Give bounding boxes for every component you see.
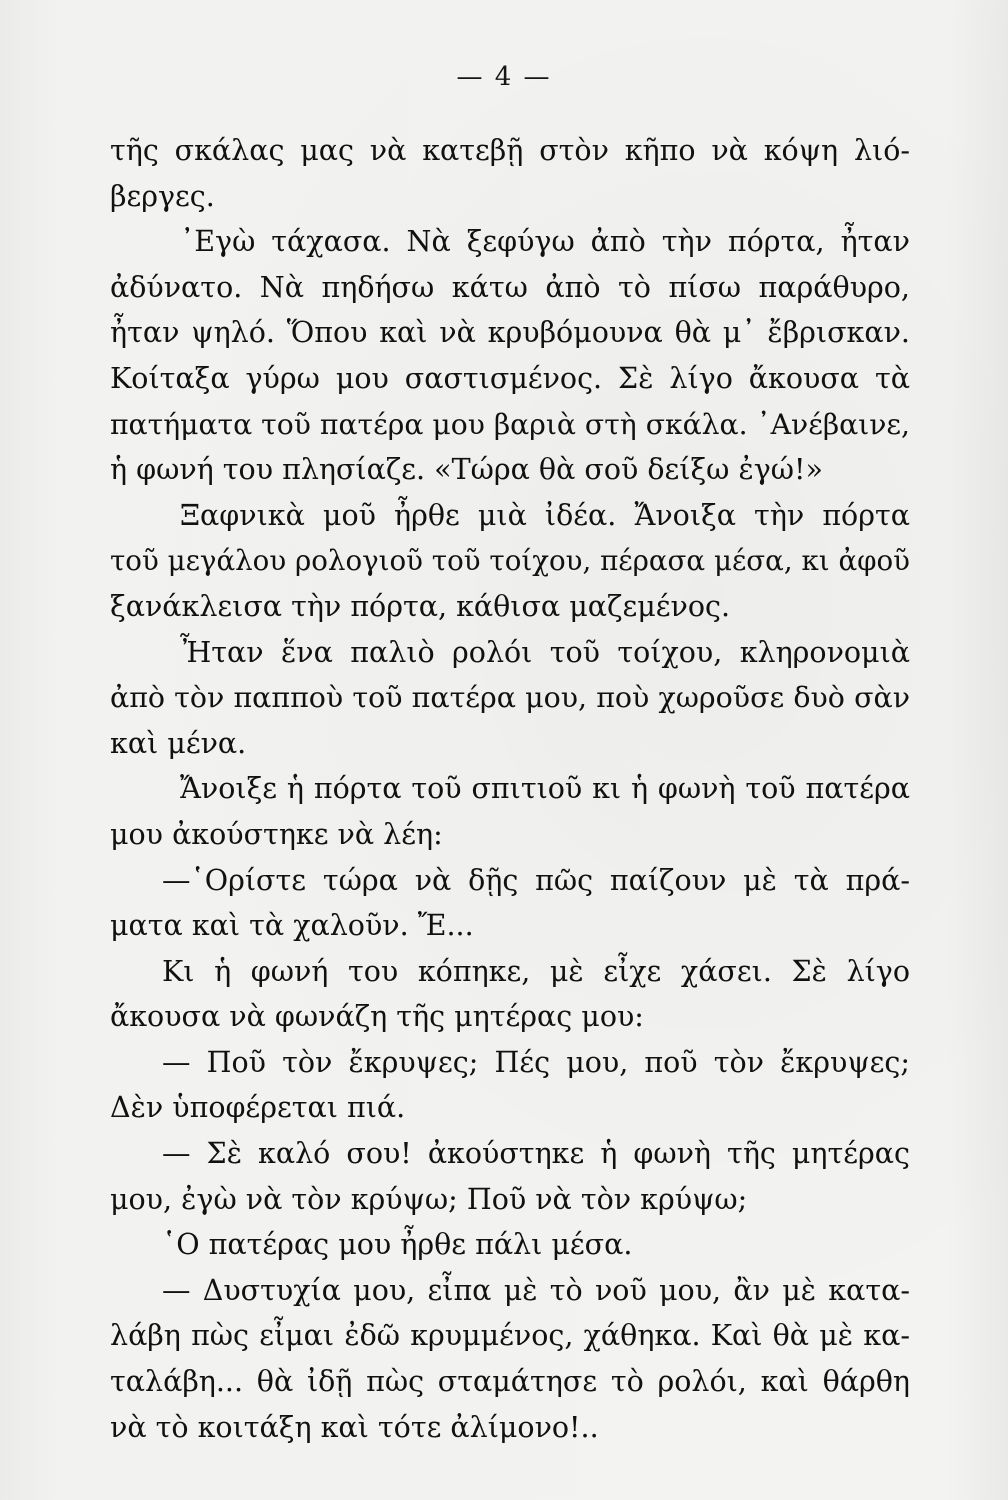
- text-line: Ἦταν ἕνα παλιὸ ρολόι τοῦ τοίχου, κληρονομιὰ: [180, 635, 910, 669]
- page-number: — 4 —: [456, 62, 552, 92]
- text-line: ἦταν ψηλό. Ὅπου καὶ νὰ κρυβόμουνα θὰ μ᾽ ἔβρισκαν.: [110, 316, 910, 350]
- text-line: ἀπὸ τὸν παπποὺ τοῦ πατέρα μου, ποὺ χωροῦσε δυὸ σὰν: [110, 681, 910, 715]
- text-line: ἄκουσα νὰ φωνάζη τῆς μητέρας μου:: [110, 1000, 644, 1034]
- text-line: Δὲν ὑποφέρεται πιά.: [110, 1091, 406, 1125]
- body-text: [110, 128, 910, 1450]
- text-line: νὰ τὸ κοιτάξη καὶ τότε ἀλίμονο!..: [110, 1410, 599, 1444]
- text-line: Ἄνοιξε ἡ πόρτα τοῦ σπιτιοῦ κι ἡ φωνὴ τοῦ πατέρα: [180, 772, 910, 806]
- text-line: μου, ἐγὼ νὰ τὸν κρύψω; Ποῦ νὰ τὸν κρύψω;: [110, 1182, 748, 1216]
- text-line: καὶ μένα.: [110, 726, 247, 760]
- text-line: λάβη πὼς εἶμαι ἐδῶ κρυμμένος, χάθηκα. Καὶ θὰ μὲ κα-: [110, 1319, 910, 1353]
- text-line: Κι ἡ φωνή του κόπηκε, μὲ εἶχε χάσει. Σὲ λίγο: [162, 954, 910, 988]
- text-line: — Ποῦ τὸν ἔκρυψες; Πές μου, ποῦ τὸν ἔκρυψες;: [162, 1045, 910, 1079]
- text-line: — Δυστυχία μου, εἶπα μὲ τὸ νοῦ μου, ἂν μὲ κατα-: [162, 1273, 910, 1307]
- text-line: ξανάκλεισα τὴν πόρτα, κάθισα μαζεμένος.: [110, 589, 731, 623]
- text-line: ἡ φωνή του πλησίαζε. «Τώρα θὰ σοῦ δείξω ἐγώ!»: [110, 453, 823, 487]
- text-line: ματα καὶ τὰ χαλοῦν. Ἔ...: [110, 909, 474, 943]
- text-line: τῆς σκάλας μας νὰ κατεβῇ στὸν κῆπο νὰ κόψη λιό-: [110, 134, 910, 167]
- text-line: πατήματα τοῦ πατέρα μου βαριὰ στὴ σκάλα. ᾽Ανέβαινε,: [110, 407, 910, 441]
- text-line: μου ἀκούστηκε νὰ λέη:: [110, 817, 443, 851]
- text-line: Κοίταξα γύρω μου σαστισμένος. Σὲ λίγο ἄκουσα τὰ: [110, 361, 910, 395]
- text-line: —῾Ορίστε τώρα νὰ δῇς πῶς παίζουν μὲ τὰ πρά-: [162, 863, 910, 897]
- text-line: τοῦ μεγάλου ρολογιοῦ τοῦ τοίχου, πέρασα μέσα, κι ἀφοῦ: [110, 544, 910, 578]
- text-line: ῾Ο πατέρας μου ἦρθε πάλι μέσα.: [162, 1228, 633, 1262]
- text-line: ταλάβη... θὰ ἰδῇ πὼς σταμάτησε τὸ ρολόι, καὶ θάρθη: [110, 1365, 910, 1399]
- text-line: Ξαφνικὰ μοῦ ἦρθε μιὰ ἰδέα. Ἄνοιξα τὴν πόρτα: [180, 498, 910, 532]
- text-line: ᾽Εγὼ τάχασα. Νὰ ξεφύγω ἀπὸ τὴν πόρτα, ἦταν: [180, 225, 910, 259]
- text-line: βεργες.: [110, 179, 215, 213]
- text-line: — Σὲ καλό σου! ἀκούστηκε ἡ φωνὴ τῆς μητέρας: [162, 1137, 910, 1171]
- text-line: ἀδύνατο. Νὰ πηδήσω κάτω ἀπὸ τὸ πίσω παράθυρο,: [110, 270, 910, 304]
